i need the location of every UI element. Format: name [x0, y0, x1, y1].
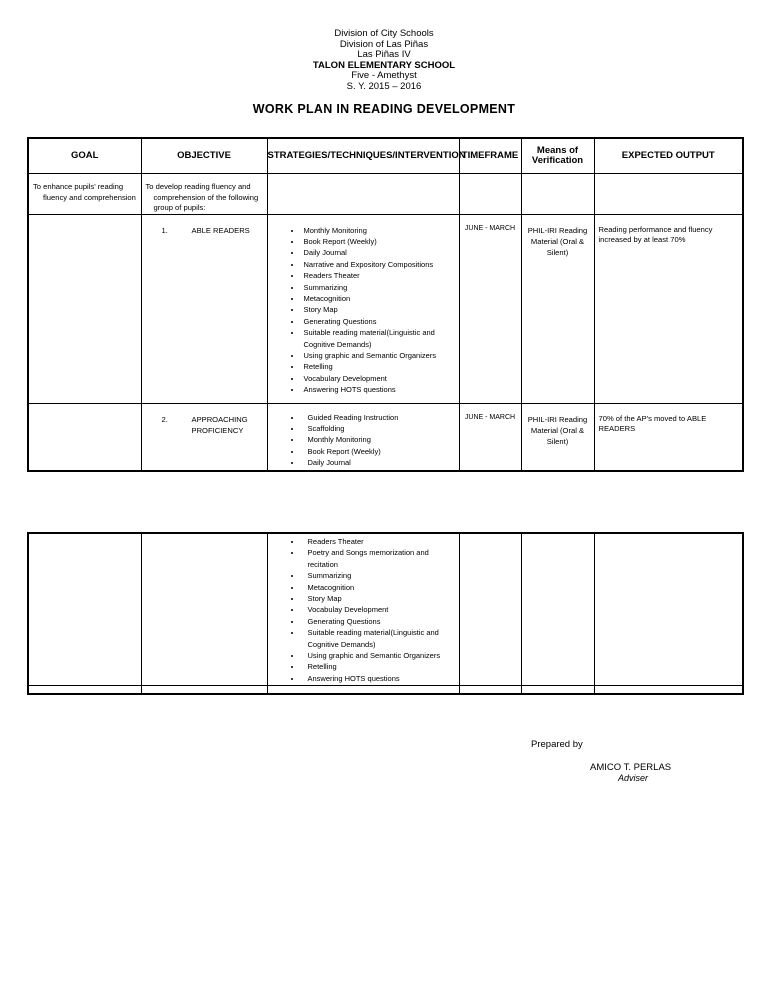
list-item: • Daily Journal — [302, 247, 459, 258]
header-line-district: Las Piñas IV — [357, 49, 411, 60]
group-name: ABLE READERS — [191, 225, 250, 235]
strategies-cell — [267, 214, 459, 403]
col-header-goal: GOAL — [28, 138, 141, 174]
list-item: • Using graphic and Semantic Organizers — [302, 650, 459, 661]
group-cell-able-readers — [141, 214, 267, 403]
table-row — [28, 403, 743, 471]
timeframe-cell: JUNE - MARCH — [459, 403, 521, 471]
means-cell: PHIL-IRI Reading Material (Oral & Silent) — [521, 214, 594, 403]
col-header-objective: OBJECTIVE — [141, 138, 267, 174]
list-item: • Readers Theater — [302, 270, 459, 281]
group-name-line1: APPROACHING — [191, 414, 248, 424]
objective-text-line2: comprehension of the following — [153, 192, 259, 202]
header-line-division-city: Division of City Schools — [334, 28, 434, 39]
section-name: Five - Amethyst — [351, 70, 417, 81]
list-item: • Answering HOTS questions — [302, 673, 459, 684]
objective-cell — [141, 174, 267, 215]
list-item: • Suitable reading material(Linguistic and Cognitive Demands) — [302, 327, 459, 350]
list-item: • Monthly Monitoring — [302, 225, 459, 236]
list-item: • Vocabulary Development — [302, 373, 459, 384]
list-item: • Summarizing — [302, 570, 459, 581]
signatory-role: Adviser — [618, 773, 649, 783]
list-item: • Monthly Monitoring — [302, 434, 459, 445]
list-item: • Generating Questions — [302, 616, 459, 627]
list-item: • Guided Reading Instruction — [302, 412, 459, 423]
col-header-means: Means of Verification — [521, 138, 594, 174]
goal-cell — [28, 174, 141, 215]
group-cell-approaching-proficiency — [141, 403, 267, 471]
list-item: • Metacognition — [302, 582, 459, 593]
goal-text-line2: fluency and comprehension — [43, 192, 136, 202]
school-year: S. Y. 2015 – 2016 — [346, 80, 422, 92]
list-item: • Story Map — [302, 304, 459, 315]
list-item: • Scaffolding — [302, 423, 459, 434]
work-plan-table-continued — [27, 532, 744, 695]
document-header — [0, 29, 768, 92]
strategies-cell — [267, 403, 459, 471]
list-item: • Suitable reading material(Linguistic and Cognitive Demands) — [302, 627, 459, 650]
header-line-division-laspinas: Division of Las Piñas — [339, 38, 429, 50]
signatory-name: AMICO T. PERLAS — [590, 762, 672, 773]
prepared-by-label: Prepared by — [531, 739, 583, 750]
objective-text-line1: To develop reading fluency and — [145, 182, 251, 191]
table-row — [28, 174, 743, 215]
col-header-strategies: STRATEGIES/TECHNIQUES/INTERVENTION — [267, 138, 459, 174]
timeframe-cell: JUNE - MARCH — [459, 214, 521, 403]
list-item: • Daily Journal — [302, 457, 459, 468]
means-cell: PHIL-IRI Reading Material (Oral & Silent) — [521, 403, 594, 471]
goal-text-line1: To enhance pupils' reading — [33, 182, 124, 191]
list-item: • Readers Theater — [302, 536, 459, 547]
table-header-row — [28, 138, 743, 174]
list-item: • Book Report (Weekly) — [302, 446, 459, 457]
table-row — [28, 685, 743, 694]
list-item: • Answering HOTS questions — [302, 384, 459, 395]
work-plan-table — [27, 137, 744, 472]
list-item: • Vocabulay Development — [302, 604, 459, 615]
list-item: • Summarizing — [302, 282, 459, 293]
group-number: 1. — [161, 225, 168, 235]
strategies-cell — [267, 533, 459, 685]
list-item: • Poetry and Songs memorization and recitation — [302, 547, 459, 570]
group-number: 2. — [161, 414, 168, 424]
list-item: • Narrative and Expository Compositions — [302, 259, 459, 270]
output-cell: Reading performance and fluency increased by at least 70% — [594, 214, 743, 403]
output-cell: 70% of the AP's moved to ABLE READERS — [594, 403, 743, 471]
list-item: • Generating Questions — [302, 316, 459, 327]
list-item: • Story Map — [302, 593, 459, 604]
col-header-timeframe: TIMEFRAME — [459, 138, 521, 174]
table-row — [28, 214, 743, 403]
list-item: • Using graphic and Semantic Organizers — [302, 350, 459, 361]
list-item: • Book Report (Weekly) — [302, 236, 459, 247]
page-title: WORK PLAN IN READING DEVELOPMENT — [252, 102, 516, 116]
list-item: • Retelling — [302, 661, 459, 672]
objective-text-line3: group of pupils: — [153, 203, 206, 212]
list-item: • Retelling — [302, 361, 459, 372]
group-name-line2: PROFICIENCY — [191, 425, 244, 435]
school-name: TALON ELEMENTARY SCHOOL — [312, 59, 456, 71]
table-row — [28, 533, 743, 685]
list-item: • Metacognition — [302, 293, 459, 304]
col-header-output: EXPECTED OUTPUT — [594, 138, 743, 174]
